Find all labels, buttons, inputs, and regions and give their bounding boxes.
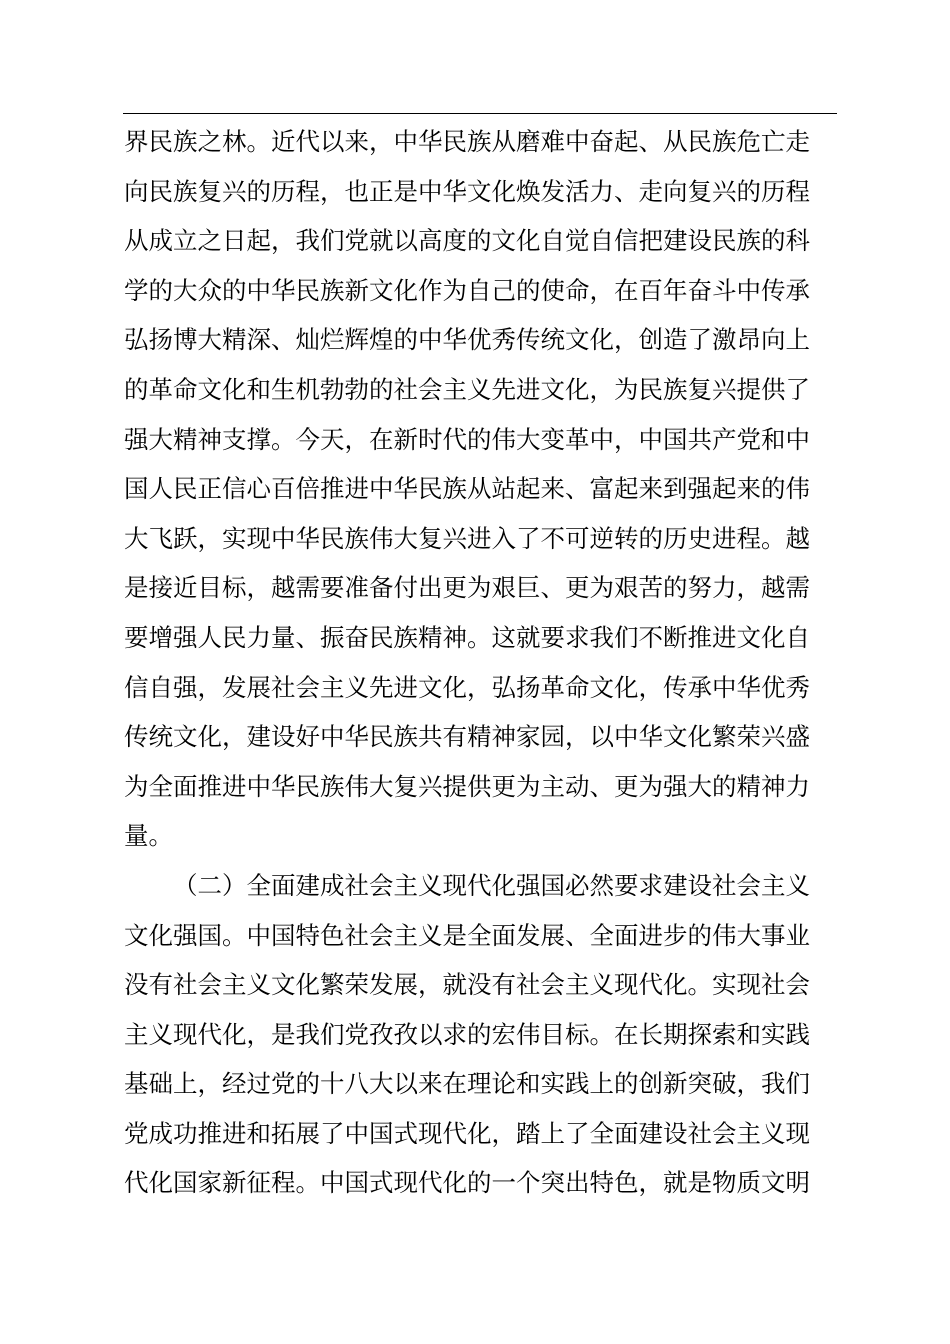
text-line: 主义现代化，是我们党孜孜以求的宏伟目标。在长期探索和实践 [124,1019,810,1049]
text-line: 传统文化，建设好中华民族共有精神家园，以中华文化繁荣兴盛 [124,722,810,752]
text-line: 学的大众的中华民族新文化作为自己的使命，在百年奋斗中传承 [124,275,810,305]
text-line: 从成立之日起，我们党就以高度的文化自觉自信把建设民族的科 [124,226,810,256]
header-rule [123,113,837,114]
text-line: 量。 [124,821,173,851]
text-line: 的革命文化和生机勃勃的社会主义先进文化，为民族复兴提供了 [124,374,810,404]
text-line: 文化强国。中国特色社会主义是全面发展、全面进步的伟大事业 [124,920,810,950]
text-line: 基础上，经过党的十八大以来在理论和实践上的创新突破，我们 [124,1069,810,1099]
text-line: 是接近目标，越需要准备付出更为艰巨、更为艰苦的努力，越需 [124,573,810,603]
text-line: 没有社会主义文化繁荣发展，就没有社会主义现代化。实现社会 [124,970,810,1000]
text-line: 信自强，发展社会主义先进文化，弘扬革命文化，传承中华优秀 [124,672,810,702]
text-line: 弘扬博大精深、灿烂辉煌的中华优秀传统文化，创造了激昂向上 [124,325,810,355]
text-line: 代化国家新征程。中国式现代化的一个突出特色，就是物质文明 [124,1168,810,1198]
section-heading-line: （二）全面建成社会主义现代化强国必然要求建设社会主义 [173,870,810,900]
text-line: 强大精神支撑。今天，在新时代的伟大变革中，中国共产党和中 [124,424,810,454]
text-line: 要增强人民力量、振奋民族精神。这就要求我们不断推进文化自 [124,622,810,652]
text-line: 为全面推进中华民族伟大复兴提供更为主动、更为强大的精神力 [124,771,810,801]
text-line: 向民族复兴的历程，也正是中华文化焕发活力、走向复兴的历程 [124,176,810,206]
text-line: 国人民正信心百倍推进中华民族从站起来、富起来到强起来的伟 [124,474,810,504]
document-body [124,117,840,1208]
text-line: 界民族之林。近代以来，中华民族从磨难中奋起、从民族危亡走 [124,127,810,156]
text-line: 党成功推进和拓展了中国式现代化，踏上了全面建设社会主义现 [124,1118,810,1148]
text-line: 大飞跃，实现中华民族伟大复兴进入了不可逆转的历史进程。越 [124,523,810,553]
